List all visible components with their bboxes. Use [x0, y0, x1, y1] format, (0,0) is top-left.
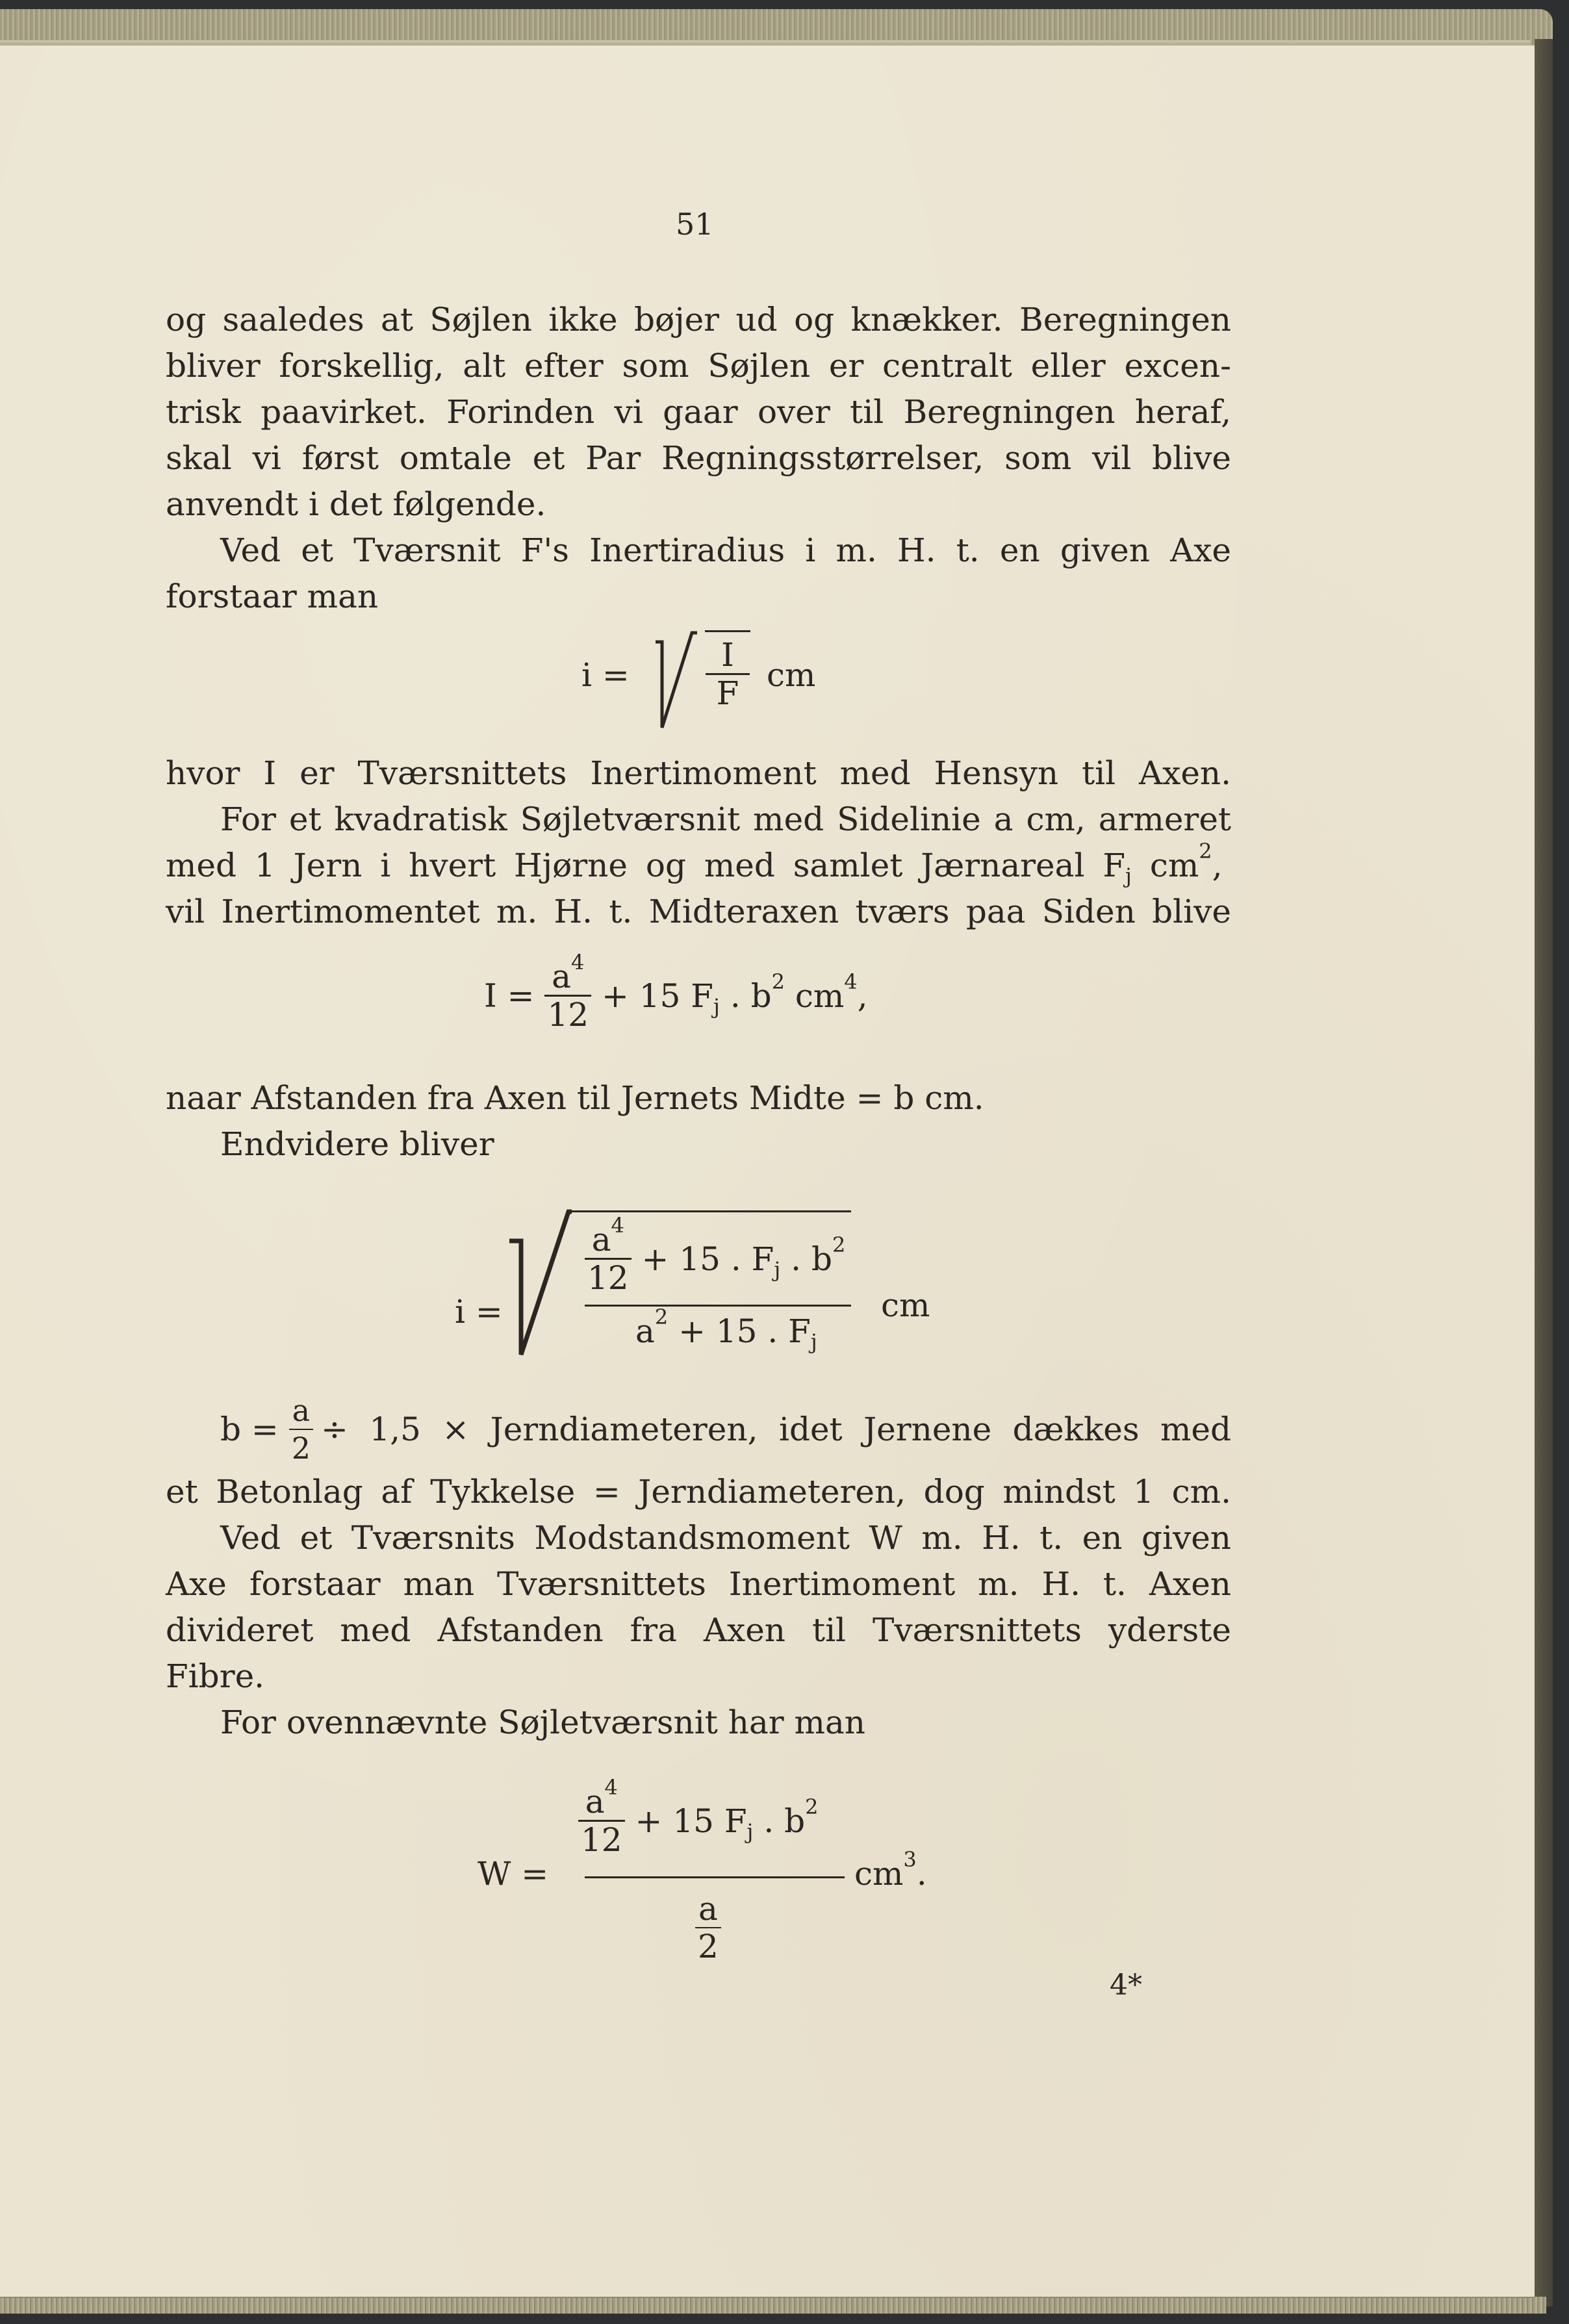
superscript: 2: [805, 1794, 819, 1819]
unit-base: cm: [854, 1855, 904, 1893]
formula-lhs: W =: [478, 1855, 549, 1893]
radical-sign-icon: [507, 1208, 572, 1364]
formula-section-modulus: [478, 1775, 997, 1991]
text-line: For et kvadratisk Søjletværsnit med Sidelinie a cm, armeret: [220, 800, 1231, 838]
radical-sign-icon: [653, 630, 698, 734]
subscript: j: [810, 1329, 817, 1354]
denominator: 12: [544, 995, 591, 1033]
text-segment: + 15 . F: [641, 1240, 774, 1278]
text-line: og saaledes at Søjlen ikke bøjer ud og knækker. Beregningen: [166, 301, 1231, 338]
fraction: [585, 1213, 631, 1297]
text-segment: + 15 F: [635, 1802, 747, 1840]
unit: [854, 1847, 927, 1893]
text-segment: ,: [857, 977, 868, 1015]
superscript: 2: [654, 1305, 669, 1329]
denominator: 2: [289, 1429, 313, 1466]
formula-lhs: i =: [581, 656, 630, 694]
text-line: Endvidere bliver: [220, 1125, 494, 1163]
num-base: a: [585, 1783, 605, 1820]
text-line: et Betonlag af Tykkelse = Jerndiameteren, dog mindst 1 cm.: [166, 1473, 1231, 1511]
text-line: Axe forstaar man Tværsnittets Inertimoment m. H. t. Axen: [166, 1565, 1231, 1603]
text-segment: med 1 Jern i hvert Hjørne og med samlet Jærnareal F: [166, 847, 1126, 884]
fraction: [289, 1392, 313, 1466]
text-segment: + 15 F: [601, 977, 713, 1015]
text-segment: . b: [791, 1240, 832, 1278]
text-line: trisk paavirket. Forinden vi gaar over til Beregningen heraf,: [166, 393, 1231, 431]
subscript: j: [746, 1819, 754, 1844]
formula-lhs: I =: [484, 977, 535, 1015]
denominator: 12: [578, 1820, 625, 1858]
formula-lhs: b =: [220, 1411, 279, 1448]
text-line: vil Inertimomentet m. H. t. Midteraxen tværs paa Siden blive: [166, 893, 1231, 930]
unit: cm: [795, 977, 845, 1015]
subscript: j: [713, 993, 720, 1019]
text-segment: ,: [1212, 847, 1223, 884]
text-line: anvendt i det følgende.: [166, 485, 546, 523]
formula-rest: [635, 1794, 819, 1844]
fraction: [695, 1891, 721, 1965]
subscript: j: [1125, 863, 1132, 888]
text-line: hvor I er Tværsnittets Inertimoment med Hensyn til Axen.: [166, 754, 1231, 792]
superscript: 2: [1199, 839, 1212, 863]
denominator: F: [706, 673, 750, 711]
numerator: a: [292, 1393, 311, 1428]
numerator: [585, 1775, 618, 1820]
denominator: 12: [585, 1258, 631, 1296]
fraction-bar: [585, 1305, 851, 1307]
formula-rest: [601, 969, 868, 1019]
formula-lhs: i =: [455, 1293, 503, 1331]
text-line: bliver forskellig, alt efter som Søjlen er centralt eller excen-: [166, 347, 1231, 385]
text-segment: ÷ 1,5 × Jerndiameteren, idet Jernene dækkes med: [320, 1411, 1231, 1448]
formula-b-lhs: [220, 1392, 313, 1466]
fraction: [578, 1775, 625, 1859]
formula-inertia-radius-square: [455, 1208, 975, 1364]
radical-overline: [705, 630, 750, 632]
subscript: j: [774, 1257, 781, 1282]
numerator: [552, 950, 585, 995]
book-cover-bottom-edge: [0, 2297, 1546, 2314]
text-segment: + 15 . F: [678, 1312, 811, 1350]
numerator: [578, 1775, 819, 1859]
fraction: [705, 637, 750, 711]
text-line: forstaar man: [166, 578, 379, 615]
numerator: a: [698, 1890, 718, 1928]
formula-moment-of-inertia: [484, 950, 868, 1034]
page-number: 51: [676, 207, 714, 242]
superscript: 4: [611, 1213, 624, 1238]
text-segment: .: [916, 1855, 927, 1893]
formula-line-b: [166, 1390, 1231, 1468]
text-line: Ved et Tværsnit F's Inertiradius i m. H. t. en given Axe: [220, 531, 1231, 569]
formula-rest: [641, 1232, 846, 1282]
radical-overline: [570, 1210, 851, 1212]
unit: cm: [881, 1286, 930, 1324]
fraction: [544, 950, 591, 1034]
superscript: 4: [844, 969, 858, 994]
book-cover-right-edge: [1535, 39, 1553, 2306]
text-line: Fibre.: [166, 1657, 265, 1695]
numerator: I: [721, 636, 734, 674]
text-line: naar Afstanden fra Axen til Jernets Midte = b cm.: [166, 1079, 984, 1117]
text-segment: cm: [1131, 847, 1199, 884]
text-line: [166, 839, 1231, 888]
fraction-bar: [585, 1876, 845, 1878]
text-segment: . b: [730, 977, 772, 1015]
text-segment: a: [635, 1312, 655, 1350]
superscript: 4: [570, 950, 585, 975]
numerator: [585, 1213, 846, 1297]
text-line: Ved et Tværsnits Modstandsmoment W m. H. t. en given: [220, 1519, 1231, 1557]
text-segment: . b: [763, 1802, 806, 1840]
text-line: For ovennævnte Søjletværsnit har man: [220, 1704, 865, 1741]
superscript: 4: [604, 1775, 618, 1800]
superscript: 2: [771, 969, 785, 994]
text-line: divideret med Afstanden fra Axen til Tværsnittets yderste: [166, 1611, 1231, 1649]
denominator: 2: [695, 1927, 721, 1965]
num-base: a: [552, 958, 571, 995]
numerator: [591, 1213, 624, 1258]
formula-inertia-radius: [581, 630, 816, 712]
unit: cm: [767, 656, 816, 694]
superscript: 2: [832, 1232, 846, 1257]
text-line: skal vi først omtale et Par Regningsstørrelser, som vil blive: [166, 439, 1231, 477]
denominator: [635, 1305, 817, 1354]
signature-mark: 4*: [1110, 1969, 1142, 2002]
superscript: 3: [903, 1847, 917, 1872]
num-base: a: [591, 1221, 611, 1258]
